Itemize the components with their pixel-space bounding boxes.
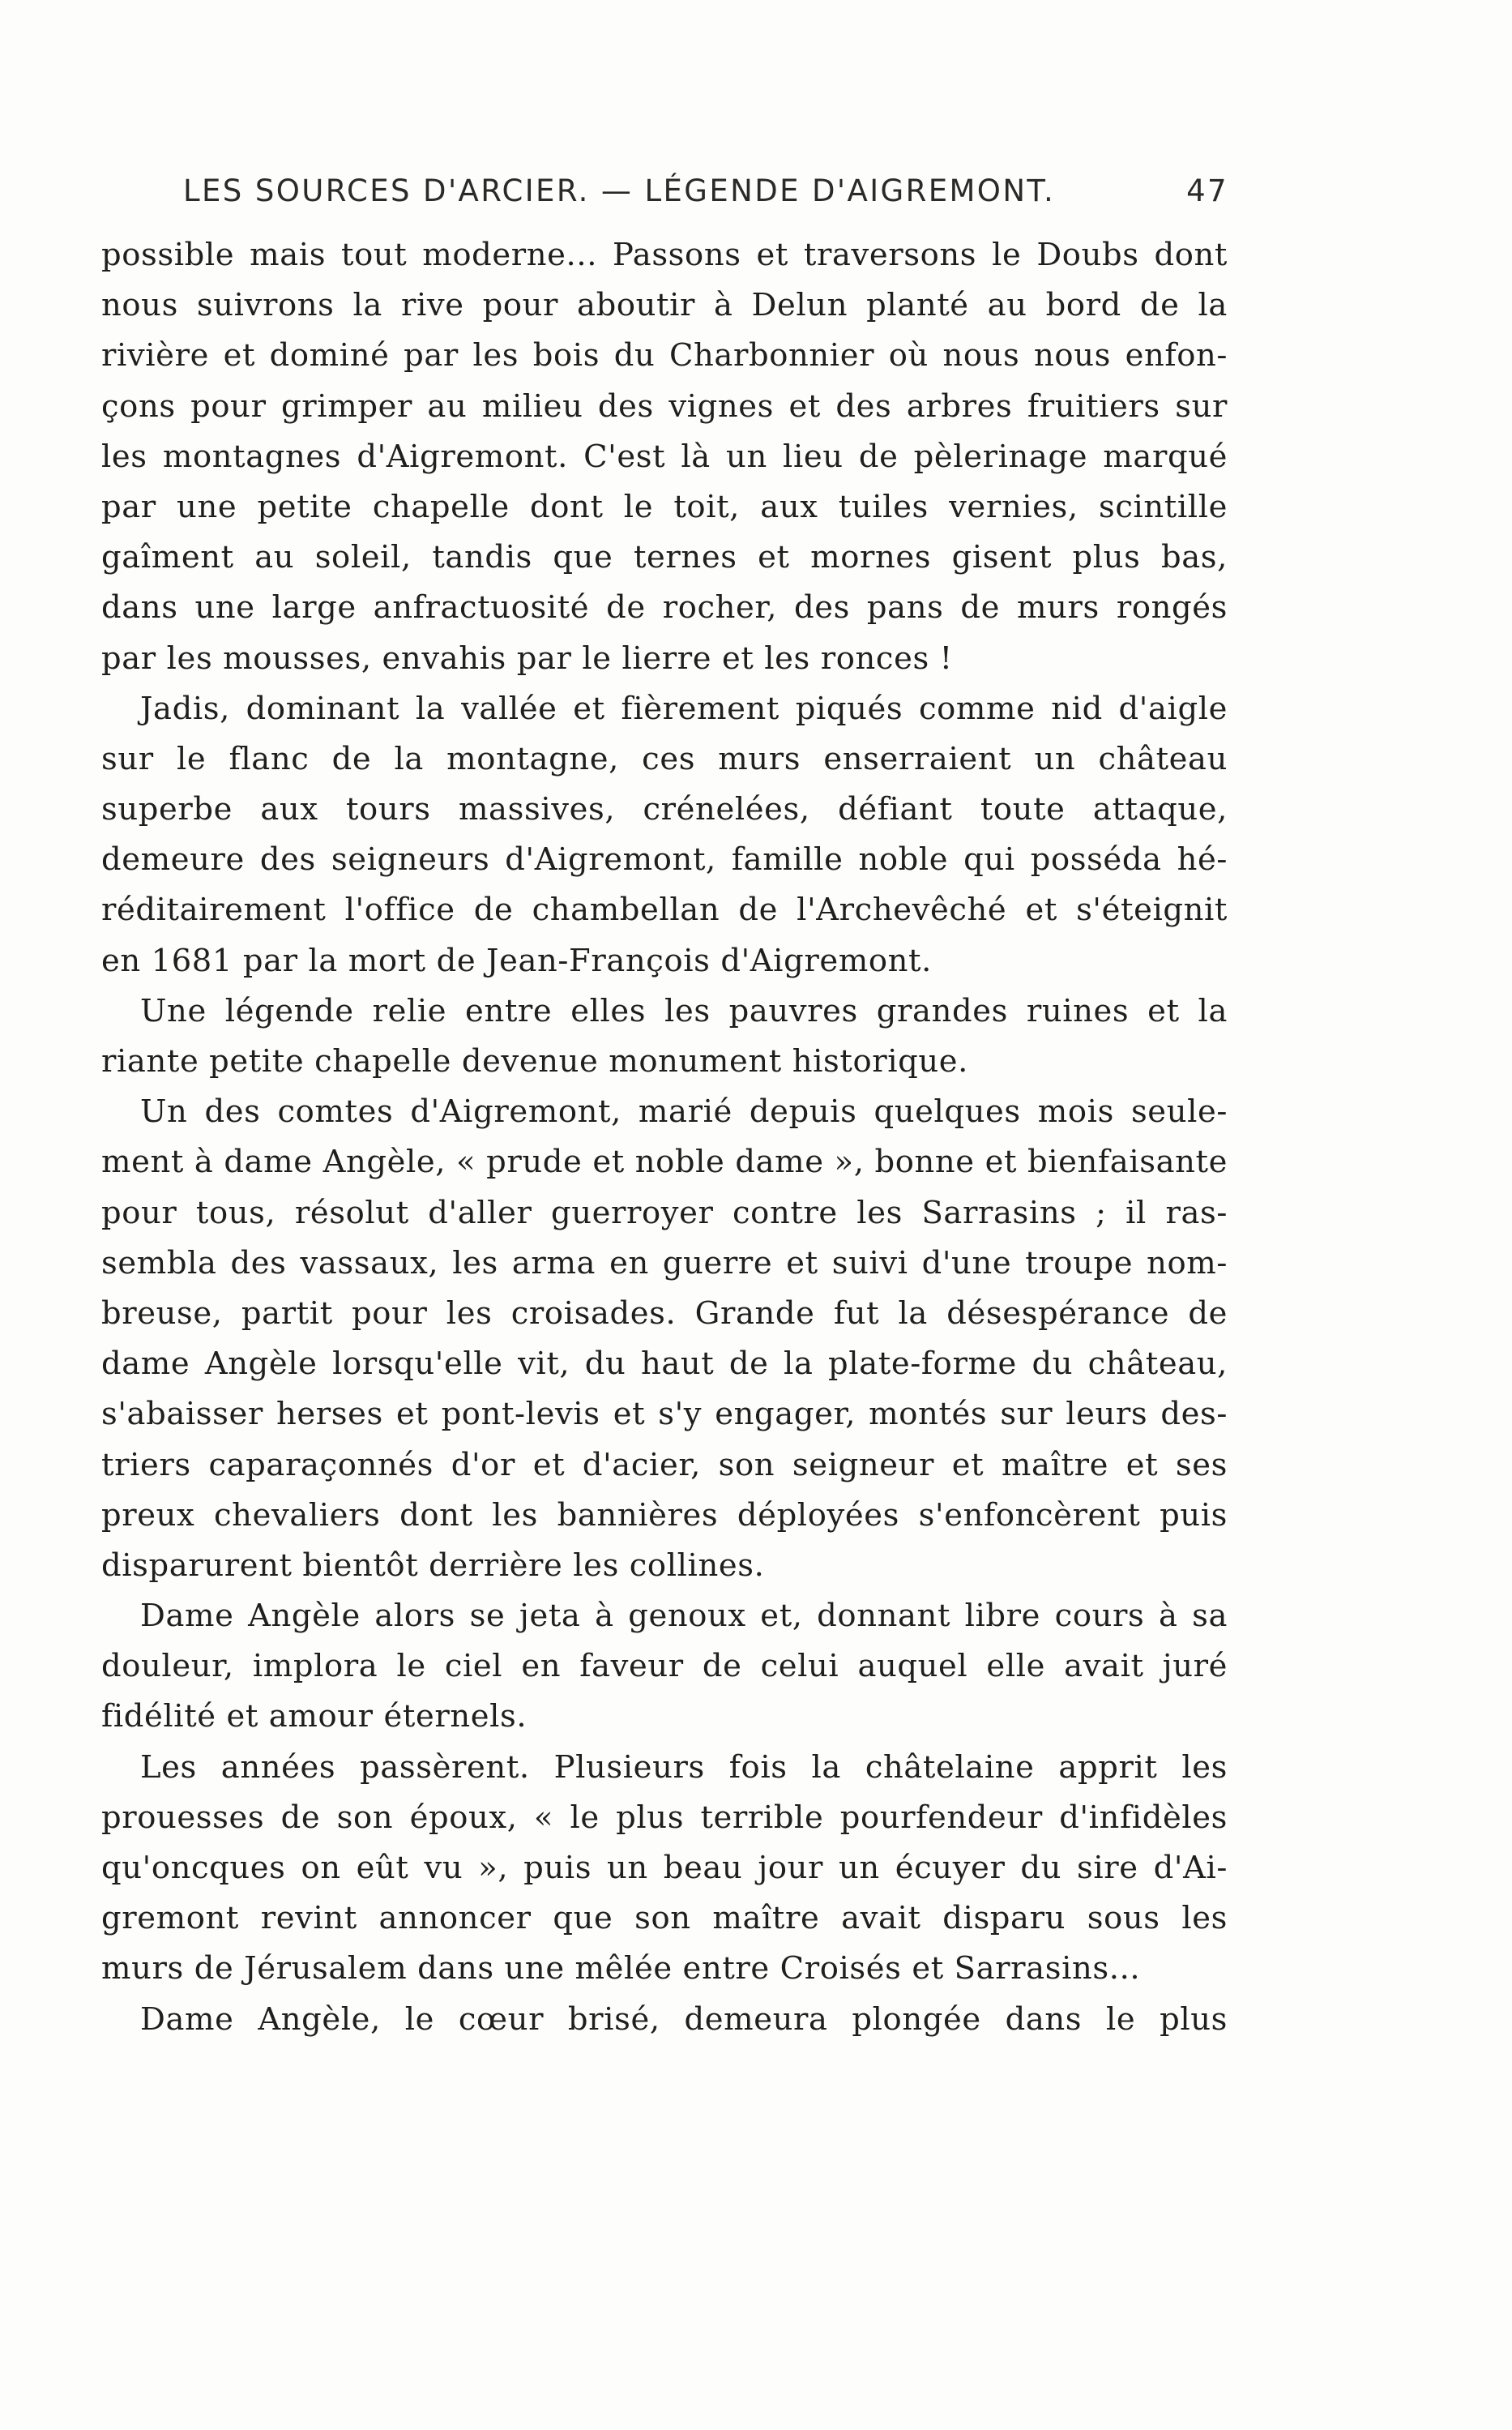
text-line: par les mousses, envahis par le lierre et les ronces ! xyxy=(101,640,953,677)
text-line: murs de Jérusalem dans une mêlée entre Croisés et Sarrasins... xyxy=(101,1950,1141,1987)
text-line: dame Angèle lorsqu'elle vit, du haut de la plate-forme du château, xyxy=(101,1345,1228,1383)
page-number: 47 xyxy=(1186,173,1228,208)
text-line: Un des comtes d'Aigremont, marié depuis quelques mois seule- xyxy=(140,1093,1228,1131)
text-line: çons pour grimper au milieu des vignes et des arbres fruitiers sur xyxy=(101,387,1228,425)
body-text xyxy=(101,230,1228,2045)
text-line: Dame Angèle, le cœur brisé, demeura plongée dans le plus xyxy=(140,2000,1228,2038)
text-line: Les années passèrent. Plusieurs fois la châtelaine apprit les xyxy=(140,1748,1228,1786)
text-line: douleur, implora le ciel en faveur de celui auquel elle avait juré xyxy=(101,1648,1228,1685)
text-line: demeure des seigneurs d'Aigremont, famille noble qui posséda hé- xyxy=(101,841,1228,879)
text-line: Dame Angèle alors se jeta à genoux et, donnant libre cours à sa xyxy=(140,1598,1228,1635)
text-line: superbe aux tours massives, crénelées, défiant toute attaque, xyxy=(101,791,1228,828)
text-line: pour tous, résolut d'aller guerroyer contre les Sarrasins ; il ras- xyxy=(101,1194,1228,1231)
text-line: dans une large anfractuosité de rocher, des pans de murs rongés xyxy=(101,589,1228,627)
text-line: prouesses de son époux, « le plus terrible pourfendeur d'infidèles xyxy=(101,1799,1228,1836)
text-line: qu'oncques on eût vu », puis un beau jour un écuyer du sire d'Ai- xyxy=(101,1850,1228,1886)
text-line: preux chevaliers dont les bannières déployées s'enfoncèrent puis xyxy=(101,1496,1228,1534)
text-line: triers caparaçonnés d'or et d'acier, son seigneur et maître et ses xyxy=(101,1446,1228,1483)
text-line: Jadis, dominant la vallée et fièrement piqués comme nid d'aigle xyxy=(140,690,1228,727)
text-line: en 1681 par la mort de Jean-François d'Aigremont. xyxy=(101,942,932,979)
text-line: possible mais tout moderne... Passons et traversons le Doubs dont xyxy=(101,237,1228,273)
text-line: par une petite chapelle dont le toit, aux tuiles vernies, scintille xyxy=(101,488,1228,525)
running-head xyxy=(183,173,1228,219)
text-line: rivière et dominé par les bois du Charbonnier où nous nous enfon- xyxy=(101,337,1228,374)
text-line: réditairement l'office de chambellan de l'Archevêché et s'éteignit xyxy=(101,892,1228,929)
running-title: LES SOURCES D'ARCIER. — LÉGENDE D'AIGREMONT. xyxy=(183,173,1056,208)
text-line: fidélité et amour éternels. xyxy=(101,1698,527,1735)
text-line: riante petite chapelle devenue monument historique. xyxy=(101,1043,969,1080)
text-line: sembla des vassaux, les arma en guerre et suivi d'une troupe nom- xyxy=(101,1244,1228,1281)
text-line: gremont revint annoncer que son maître avait disparu sous les xyxy=(101,1900,1228,1937)
text-line: disparurent bientôt derrière les collines. xyxy=(101,1547,765,1584)
text-line: les montagnes d'Aigremont. C'est là un lieu de pèlerinage marqué xyxy=(101,438,1228,475)
text-line: ment à dame Angèle, « prude et noble dame », bonne et bienfaisante xyxy=(101,1144,1228,1181)
text-line: Une légende relie entre elles les pauvres grandes ruines et la xyxy=(140,992,1228,1029)
text-line: breuse, partit pour les croisades. Grande fut la désespérance de xyxy=(101,1294,1228,1332)
text-line: sur le flanc de la montagne, ces murs enserraient un château xyxy=(101,740,1228,777)
text-line: gaîment au soleil, tandis que ternes et mornes gisent plus bas, xyxy=(101,539,1228,576)
text-line: s'abaisser herses et pont-levis et s'y engager, montés sur leurs des- xyxy=(101,1396,1228,1433)
text-line: nous suivrons la rive pour aboutir à Delun planté au bord de la xyxy=(101,287,1228,324)
